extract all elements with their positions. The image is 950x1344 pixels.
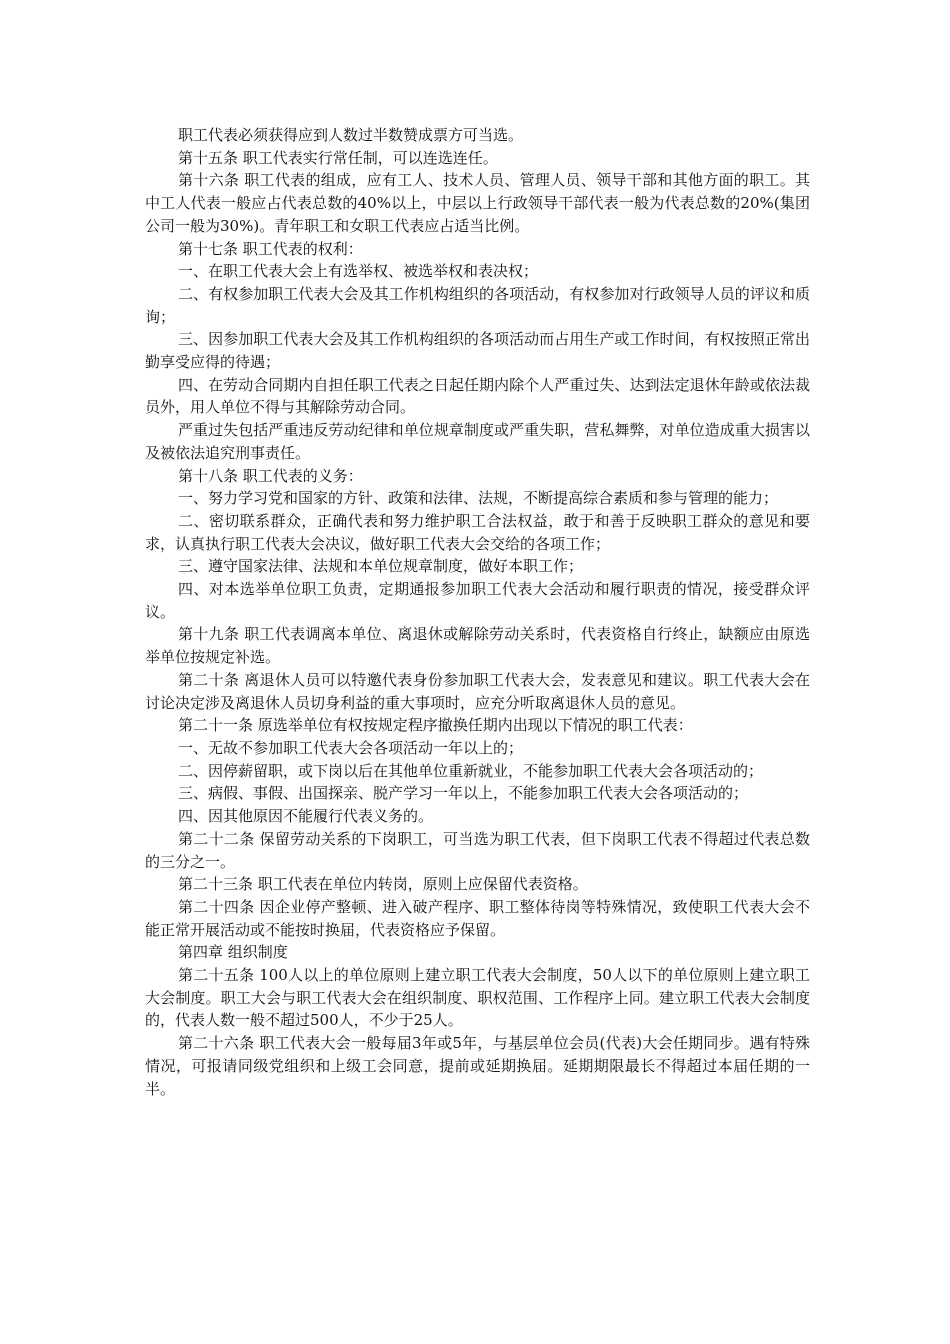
paragraph: 第二十条 离退休人员可以特邀代表身份参加职工代表大会，发表意见和建议。职工代表大会在讨论决定涉及离退休人员切身利益的重大事项时，应充分听取离退休人员的意见。 [145, 670, 810, 712]
paragraph: 第二十三条 职工代表在单位内转岗，原则上应保留代表资格。 [178, 875, 588, 894]
paragraph: 四、对本选举单位职工负责，定期通报参加职工代表大会活动和履行职责的情况，接受群众评议。 [145, 580, 810, 621]
paragraph: 一、无故不参加职工代表大会各项活动一年以上的； [178, 738, 524, 757]
paragraph: 四、因其他原因不能履行代表义务的。 [178, 807, 434, 826]
paragraph: 三、因参加职工代表大会及其工作机构组织的各项活动而占用生产或工作时间，有权按照正常出勤享受应得的待遇； [145, 330, 810, 372]
paragraph: 二、有权参加职工代表大会及其工作机构组织的各项活动，有权参加对行政领导人员的评议和质询； [145, 284, 810, 326]
paragraph: 二、密切联系群众，正确代表和努力维护职工合法权益，敢于和善于反映职工群众的意见和要求，认真执行职工代表大会决议，做好职工代表大会交给的各项工作； [145, 511, 810, 553]
paragraph: 三、病假、事假、出国探亲、脱产学习一年以上，不能参加职工代表大会各项活动的； [178, 784, 749, 803]
paragraph: 一、努力学习党和国家的方针、政策和法律、法规，不断提高综合素质和参与管理的能力； [178, 489, 779, 508]
paragraph: 严重过失包括严重违反劳动纪律和单位规章制度或严重失职，营私舞弊，对单位造成重大损害以及被依法追究刑事责任。 [145, 421, 810, 462]
paragraph: 第二十六条 职工代表大会一般每届3年或5年，与基层单位会员(代表)大会任期同步。遇有特殊情况，可报请同级党组织和上级工会同意，提前或延期换届。延期期限最长不得超过本届任期的一半。 [145, 1034, 810, 1098]
paragraph: 职工代表必须获得应到人数过半数赞成票方可当选。 [178, 126, 524, 144]
paragraph: 第十六条 职工代表的组成，应有工人、技术人员、管理人员、领导干部和其他方面的职工。其中工人代表一般应占代表总数的40%以上，中层以上行政领导干部代表一般为代表总数的20%(集团公司一般为30%)。青年职工和女职工代表应占适当比例。 [145, 171, 810, 235]
paragraph: 第十七条 职工代表的权利： [178, 239, 363, 258]
paragraph: 二、因停薪留职，或下岗以后在其他单位重新就业，不能参加职工代表大会各项活动的； [178, 761, 764, 780]
paragraph: 第二十二条 保留劳动关系的下岗职工，可当选为职工代表，但下岗职工代表不得超过代表总数的三分之一。 [145, 829, 810, 871]
paragraph: 四、在劳动合同期内自担任职工代表之日起任期内除个人严重过失、达到法定退休年龄或依法裁员外，用人单位不得与其解除劳动合同。 [145, 375, 810, 417]
paragraph: 第二十四条 因企业停产整顿、进入破产程序、职工整体待岗等特殊情况，致使职工代表大会不能正常开展活动或不能按时换届，代表资格应予保留。 [145, 897, 810, 939]
paragraph: 第二十五条 100人以上的单位原则上建立职工代表大会制度，50人以下的单位原则上建立职工大会制度。职工大会与职工代表大会在组织制度、职权范围、工作程序上同。建立职工代表大会制度的，代表人数一般不超过500人，不少于25人。 [145, 966, 810, 1030]
paragraph: 第十八条 职工代表的义务： [178, 466, 363, 485]
paragraph: 第十九条 职工代表调离本单位、离退休或解除劳动关系时，代表资格自行终止，缺额应由原选举单位按规定补选。 [145, 625, 810, 667]
paragraph: 三、遵守国家法律、法规和本单位规章制度，做好本职工作； [178, 557, 584, 576]
paragraph: 一、在职工代表大会上有选举权、被选举权和表决权； [178, 262, 539, 281]
document-body [145, 124, 810, 1100]
paragraph: 第十五条 职工代表实行常任制，可以连选连任。 [178, 148, 498, 167]
paragraph: 第二十一条 原选举单位有权按规定程序撤换任期内出现以下情况的职工代表： [178, 716, 693, 735]
chapter-heading: 第四章 组织制度 [178, 943, 288, 962]
